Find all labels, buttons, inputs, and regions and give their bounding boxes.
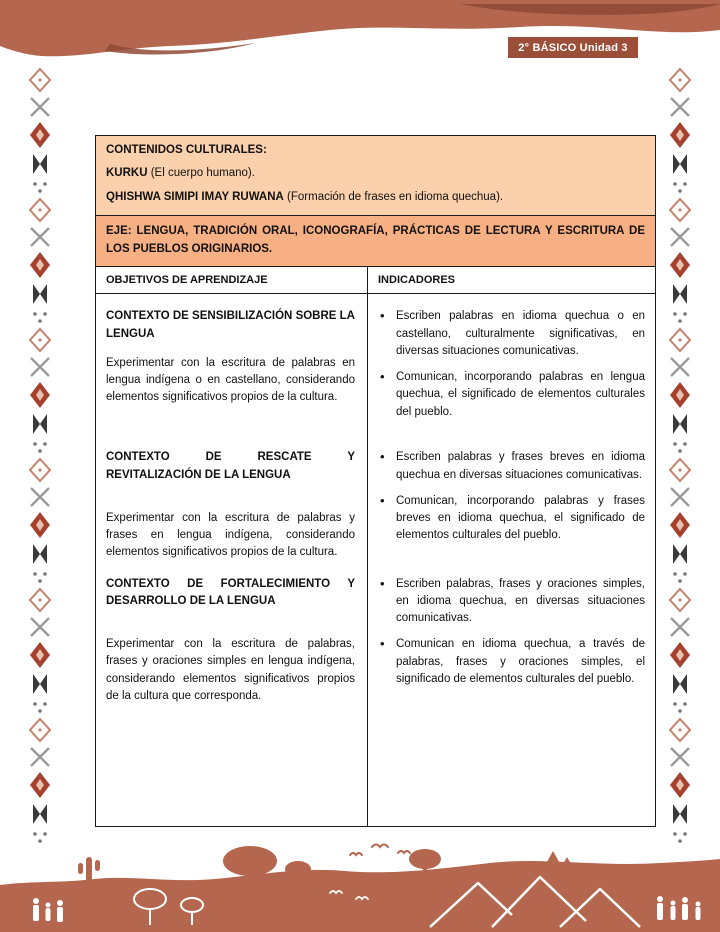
indicator-bullet [380,576,645,628]
kurku-gloss: (El cuerpo humano). [147,167,255,180]
contenidos-culturales-box [96,136,655,216]
indicator-text: Comunican en idioma quechua, a través de palabras, frases y oraciones simples, el significado de elementos culturales del pueblo. [396,638,645,685]
indicator-bullet [380,493,645,545]
indicator-text: Escriben palabras, frases y oraciones simples, en idioma quechua, en diversas situaciones comunicativas. [396,577,645,624]
contexto-text-3: Experimentar con la escritura de palabras, frases y oraciones simples en lengua indígena, considerando elementos significativos propios de la cultura que corresponda. [106,638,355,702]
indicadores-cell-2 [368,435,655,561]
indicator-text: Escriben palabras en idioma quechua o en castellano, culturalmente significativas, en diversas situaciones comunicativas. [396,310,645,357]
bullet-icon: • [380,575,385,591]
indicator-bullet [380,308,645,360]
eje-banner: EJE: LENGUA, TRADICIÓN ORAL, ICONOGRAFÍA, PRÁCTICAS DE LECTURA Y ESCRITURA DE LOS PUEBLOS ORIGINARIOS. [96,216,655,267]
curriculum-table [95,135,656,827]
contexto-text-2: Experimentar con la escritura de palabras y frases en lengua indígena, considerando elementos significativos propios de la cultura. [106,511,355,559]
indicadores-cell-3 [368,562,655,826]
bullet-icon: • [380,492,385,508]
contenidos-line-qhishwa [106,190,645,204]
contexto-title-3: CONTEXTO DE FORTALECIMIENTO Y DESARROLLO DE LA LENGUA [106,577,355,607]
contenidos-title: CONTENIDOS CULTURALES: [106,144,267,156]
right-border-pattern [667,66,693,846]
qhishwa-gloss: (Formación de frases en idioma quechua). [283,190,504,203]
bullet-icon: • [380,449,385,465]
table-column-headers [96,267,655,295]
indicadores-cell-1 [368,294,655,435]
column-header-indicadores: INDICADORES [378,273,456,286]
contexto-title-1: CONTEXTO DE SENSIBILIZACIÓN SOBRE LA LENGUA [106,310,355,340]
unit-badge [508,37,638,58]
indicator-text: Escriben palabras y frases breves en idioma quechua en diversas situaciones comunicativas. [396,451,645,481]
kurku-term: KURKU [106,167,148,180]
indicator-bullet [380,369,645,421]
bullet-icon: • [380,636,385,652]
objetivo-cell-2 [96,435,368,561]
objetivo-cell-3 [96,562,368,826]
bullet-icon: • [380,308,385,324]
contenidos-line-kurku [106,166,645,180]
column-header-objetivos: OBJETIVOS DE APRENDIZAJE [96,267,368,294]
unit-badge-label: 2° BÁSICO Unidad 3 [518,41,628,54]
indicator-bullet [380,449,645,484]
bottom-landscape-silhouette [0,837,720,932]
indicator-text: Comunican, incorporando palabras y frases breves en idioma quechua, el significado de elementos culturales del pueblo. [396,494,645,542]
bullet-icon: • [380,369,385,384]
contexto-title-2: CONTEXTO DE RESCATE Y REVITALIZACIÓN DE LA LENGUA [106,451,355,481]
objetivo-cell-1 [96,294,368,435]
contexto-text-1: Experimentar con la escritura de palabras en lengua indígena o en castellano, considerando elementos significativos propios de la cultura. [106,356,355,404]
indicator-bullet [380,636,645,688]
indicator-text: Comunican, incorporando palabras en lengua quechua, el significado de elementos culturales del pueblo. [396,371,645,418]
table-body [96,294,655,825]
silhouette-birds [350,845,410,856]
left-border-pattern [27,66,53,846]
qhishwa-term: QHISHWA SIMIPI IMAY RUWANA [106,190,284,203]
